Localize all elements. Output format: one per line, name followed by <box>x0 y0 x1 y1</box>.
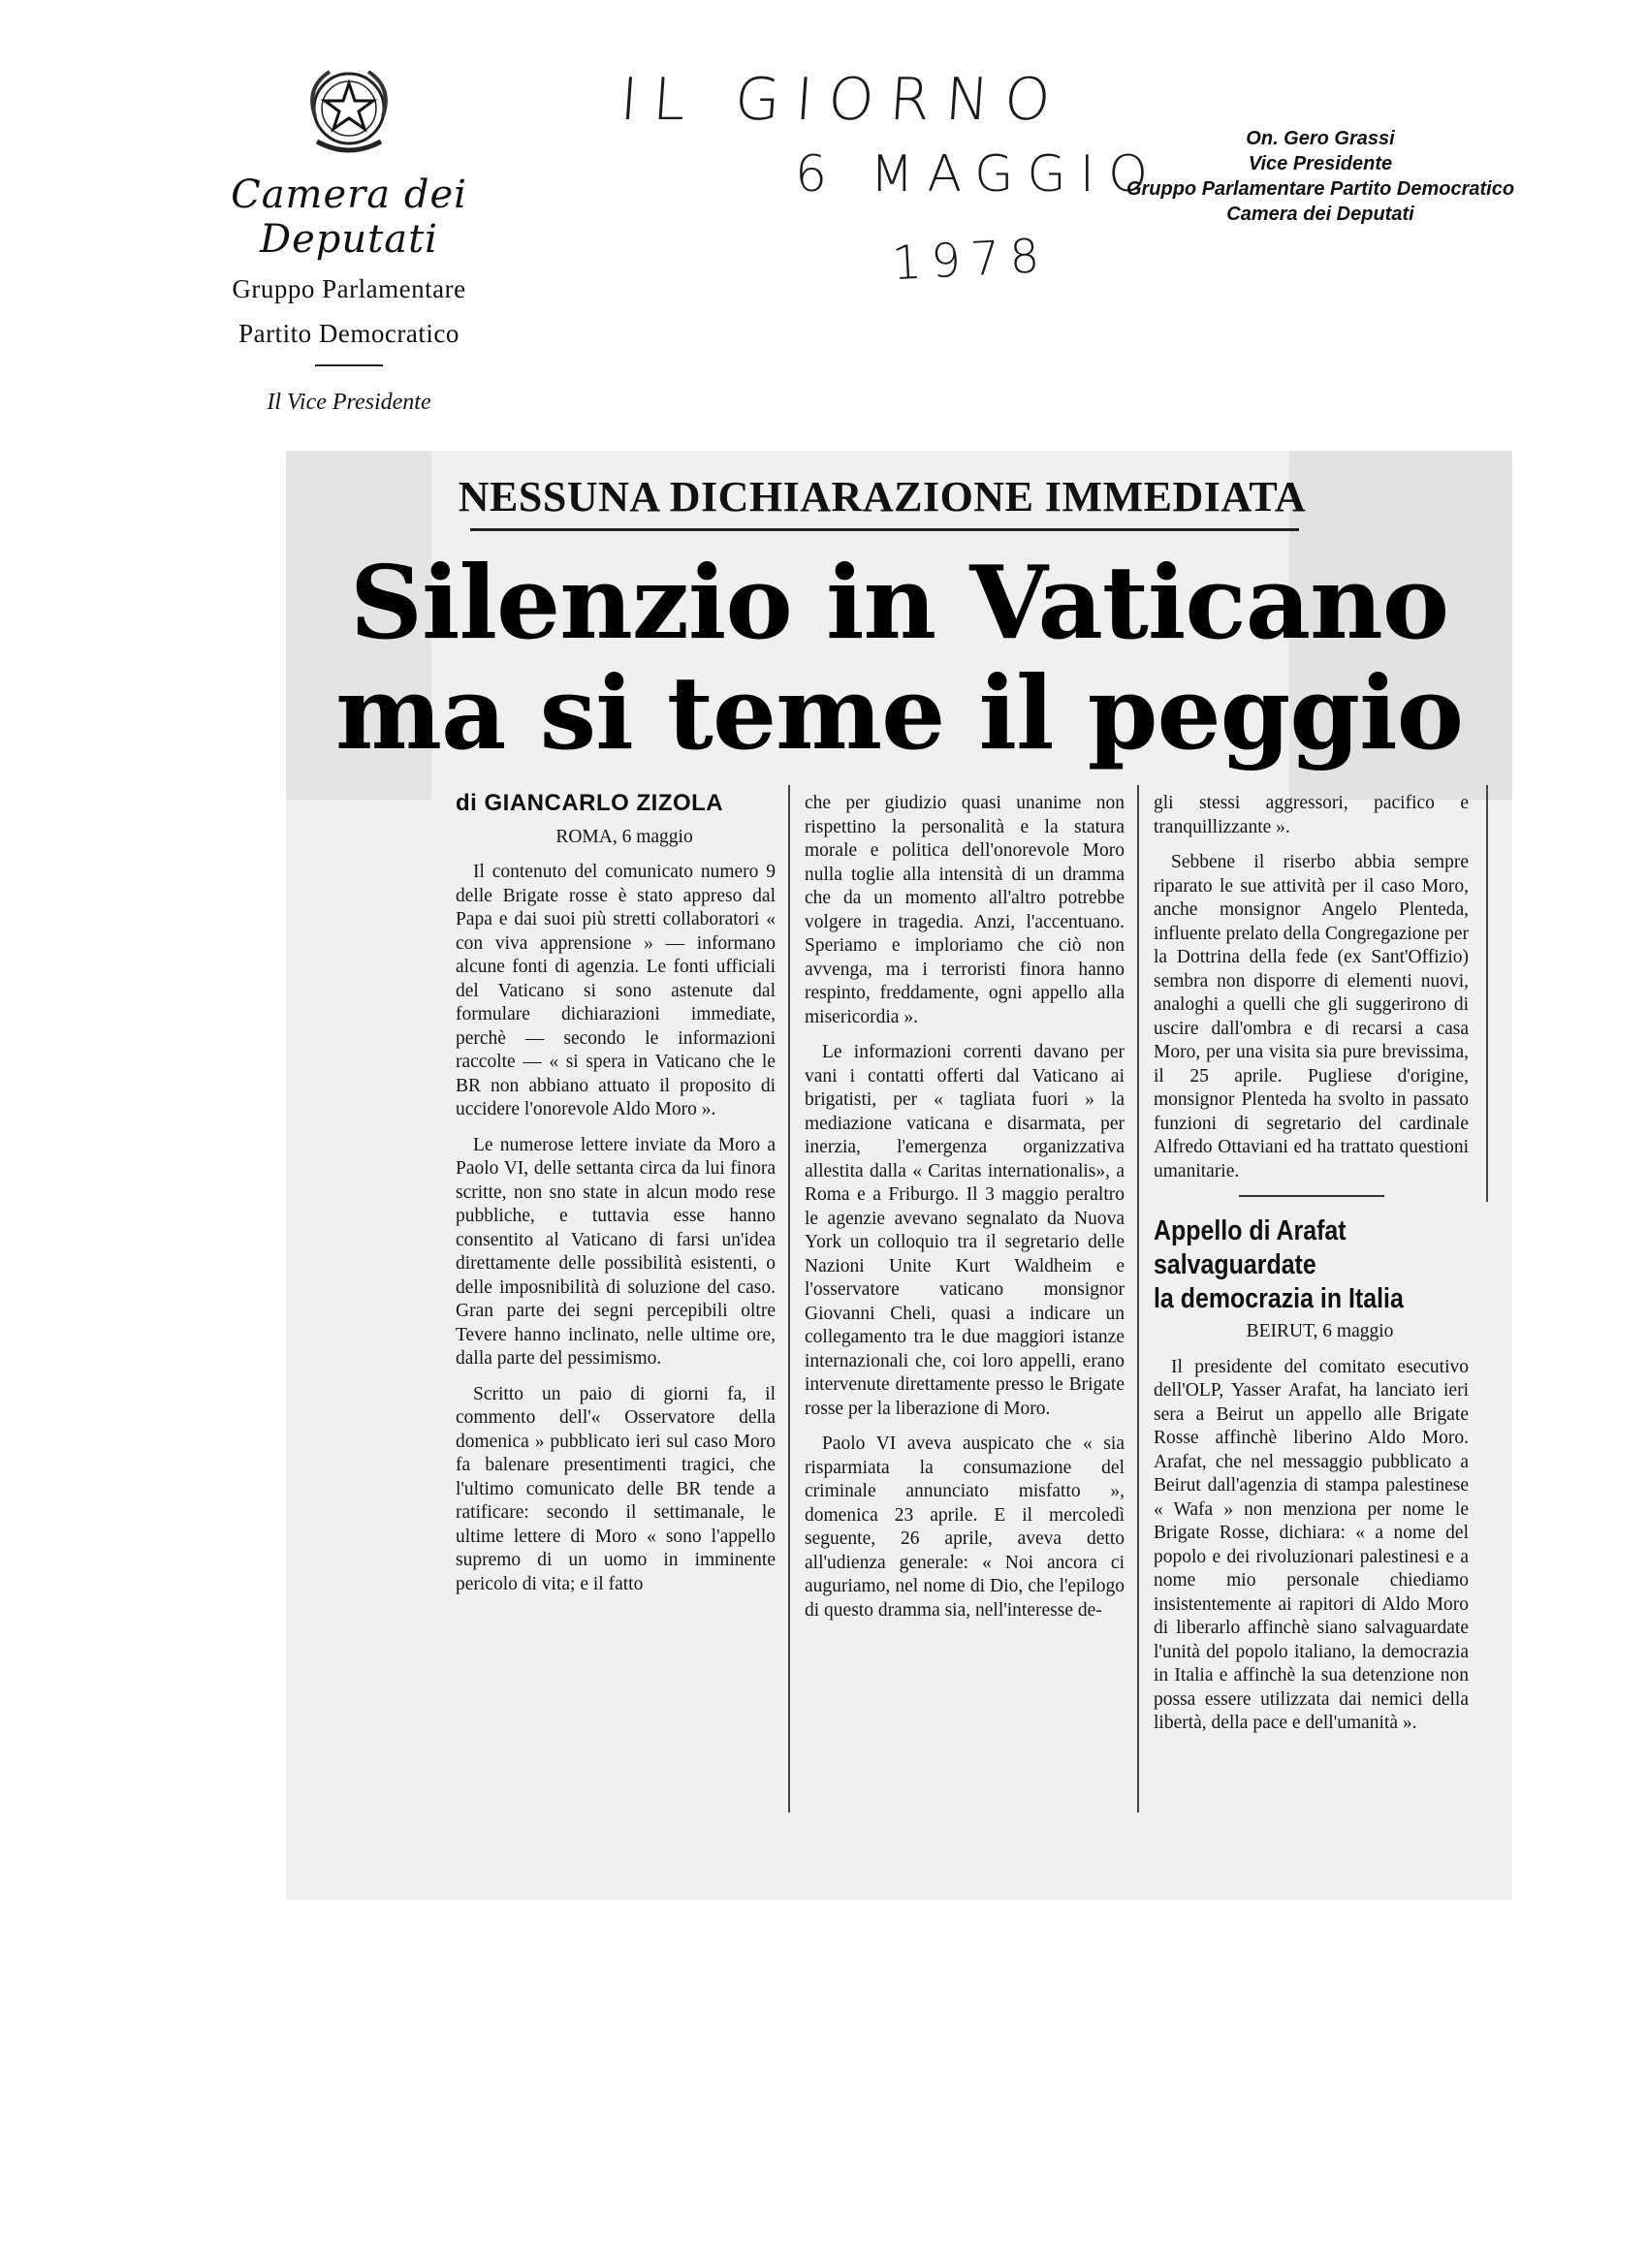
group-line-1: Gruppo Parlamentare <box>232 274 466 303</box>
article-kicker: NESSUNA DICHIARAZIONE IMMEDIATA <box>458 473 1307 520</box>
headline-line-1: Silenzio in Vaticano <box>349 543 1449 662</box>
handwritten-year: 1978 <box>890 228 1051 292</box>
article-paragraph: Il contenuto del comunicato numero 9 delle Brigate rosse è stato appreso dal Papa e dai suoi più stretti collaboratori « con viva apprensione » — informano alcune fonti di agenzia. Le fonti ufficiali del Vaticano si sono astenute dal formulare dichiarazioni immediate, perchè — secondo le informazioni raccolte — « si spera in Vaticano che le BR non abbiano attuato il proposito di uccidere l'onorevole Aldo Moro ». <box>456 862 776 1119</box>
article-paragraph: gli stessi aggressori, pacifico e tranquillizzante ». <box>1154 793 1469 837</box>
sidebar-headline-line-2: salvaguardate <box>1154 1249 1316 1280</box>
column-divider <box>1486 785 1488 1202</box>
contact-title: Vice Presidente <box>1248 153 1393 174</box>
kicker-underline <box>470 528 1299 531</box>
letterhead-divider <box>315 364 383 366</box>
italian-republic-emblem-icon <box>296 58 402 165</box>
newspaper-clipping <box>286 451 1512 1900</box>
article-dateline: ROMA, 6 maggio <box>555 826 693 847</box>
article-byline: di GIANCARLO ZIZOLA <box>456 790 724 816</box>
sidebar-headline-line-1: Appello di Arafat <box>1154 1215 1347 1246</box>
article-paragraph: Scritto un paio di giorni fa, il commento dell'« Osservatore della domenica » pubblicato ieri sul caso Moro fa balenare presentimenti tragici, che l'ultimo comunicato delle BR tende a ratificare: secondo il settimanale, le ultime lettere di Moro « sono l'appello supremo di un uomo in imminente pericolo di vita; e il fatto <box>456 1383 776 1594</box>
contact-group: Gruppo Parlamentare Partito Democratico <box>1125 178 1515 200</box>
article-column-3 <box>1154 792 1469 1748</box>
column-divider <box>788 785 790 1812</box>
letterhead-role: Il Vice Presidente <box>267 390 431 415</box>
chamber-name: Camera dei Deputati <box>231 173 467 262</box>
contact-name: On. Gero Grassi <box>1246 128 1395 149</box>
headline-line-2: ma si teme il peggio <box>335 653 1463 772</box>
article-paragraph: che per giudizio quasi unanime non rispettino la personalità e la statura morale e politica dell'onorevole Moro nulla toglie alla intensità di un dramma che da un momento all'altro potrebbe volgere in tragedia. Anzi, l'accentuano. Speriamo e imploriamo che ciò non avvenga, ma i terroristi finora hanno respinto, freddamente, ogni appello alla misericordia ». <box>805 793 1125 1027</box>
article-paragraph: Paolo VI aveva auspicato che « sia risparmiata la consumazione del criminale annunciato misfatto », domenica 23 aprile. E il mercoledì seguente, 26 aprile, aveva detto all'udienza generale: « Noi ancora ci auguriamo, nel nome di Dio, che l'epilogo di questo dramma sia, nell'interesse de- <box>805 1433 1125 1621</box>
article-headline <box>286 543 1512 772</box>
sidebar-divider <box>1239 1195 1384 1197</box>
handwritten-newspaper-name: IL GIORNO <box>618 66 1068 134</box>
sidebar-headline-line-3: la democrazia in Italia <box>1154 1283 1404 1314</box>
sidebar-headline <box>1154 1214 1425 1316</box>
sidebar-paragraph: Il presidente del comitato esecutivo dell'OLP, Yasser Arafat, ha lanciato ieri sera a Beirut un appello alle Brigate Rosse affinchè liberino Aldo Moro. Arafat, che nel messaggio pubblicato a Beirut dall'agenzia di stampa palestinese « Wafa » non menziona per nome le Brigate Rosse, dichiara: « a nome del popolo e dei rivoluzionari palestinesi e a nome mio personale chiediamo insistentemente ai rapitori di Aldo Moro di liberarlo affinchè siano salvaguardate l'unità del popolo italiano, la democrazia in Italia e affinchè la sua detenzione non possa essere utilizzata dai nemici della libertà, della pace e dell'umanità ». <box>1154 1356 1469 1733</box>
contact-chamber: Camera dei Deputati <box>1226 204 1414 225</box>
contact-block <box>1068 126 1572 227</box>
handwritten-date: 6 MAGGIO <box>795 145 1161 204</box>
article-column-2 <box>805 792 1125 1634</box>
article-paragraph: Le numerose lettere inviate da Moro a Paolo VI, delle settanta circa da lui finora scritte, non sno state in alcun modo rese pubbliche, e tuttavia esse hanno consentito al Vaticano di farsi un'idea direttamente delle possibilità esistenti, o delle imposnibilità di soluzione del caso. Gran parte dei segni percepibili oltre Tevere hanno inclinato, nelle ultime ore, dalla parte del pessimismo. <box>456 1134 776 1369</box>
article-paragraph: Le informazioni correnti davano per vani i contatti offerti dal Vaticano ai brigatisti, per « tagliata fuori » la mediazione vaticana e disarmata, per inerzia, l'emergenza organizzativa allestita dalla « Caritas internationalis», a Roma e a Friburgo. Il 3 maggio peraltro le agenzie avevano segnalato da Nuova York un colloquio tra il segretario delle Nazioni Unite Kurt Waldheim e l'osservatore vaticano monsignor Giovanni Cheli, quasi a indicare un collegamento tra le due maggiori istanze internazionali che, coi loro appelli, erano intervenute direttamente presso le Brigate rosse per la liberazione di Moro. <box>805 1042 1125 1419</box>
column-divider <box>1137 785 1139 1812</box>
article-paragraph: Sebbene il riserbo abbia sempre riparato le sue attività per il caso Moro, anche monsignor Angelo Plenteda, influente prelato della Congregazione per la Dottrina della fede (ex Sant'Offizio) sembra non disporre di elementi nuovi, analoghi a quelli che gli suggerirono di uscire dall'ombra e di recarsi a casa Moro, per una visita sia pure brevissima, il 25 aprile. Pugliese d'origine, monsignor Plenteda ha svolto in passato funzioni di segretario del cardinale Alfredo Ottaviani ed ha trattato questioni umanitarie. <box>1154 852 1469 1181</box>
article-column-1 <box>456 792 776 1608</box>
sidebar-dateline: BEIRUT, 6 maggio <box>1246 1321 1394 1341</box>
letterhead <box>145 58 553 416</box>
group-line-2: Partito Democratico <box>238 319 460 348</box>
